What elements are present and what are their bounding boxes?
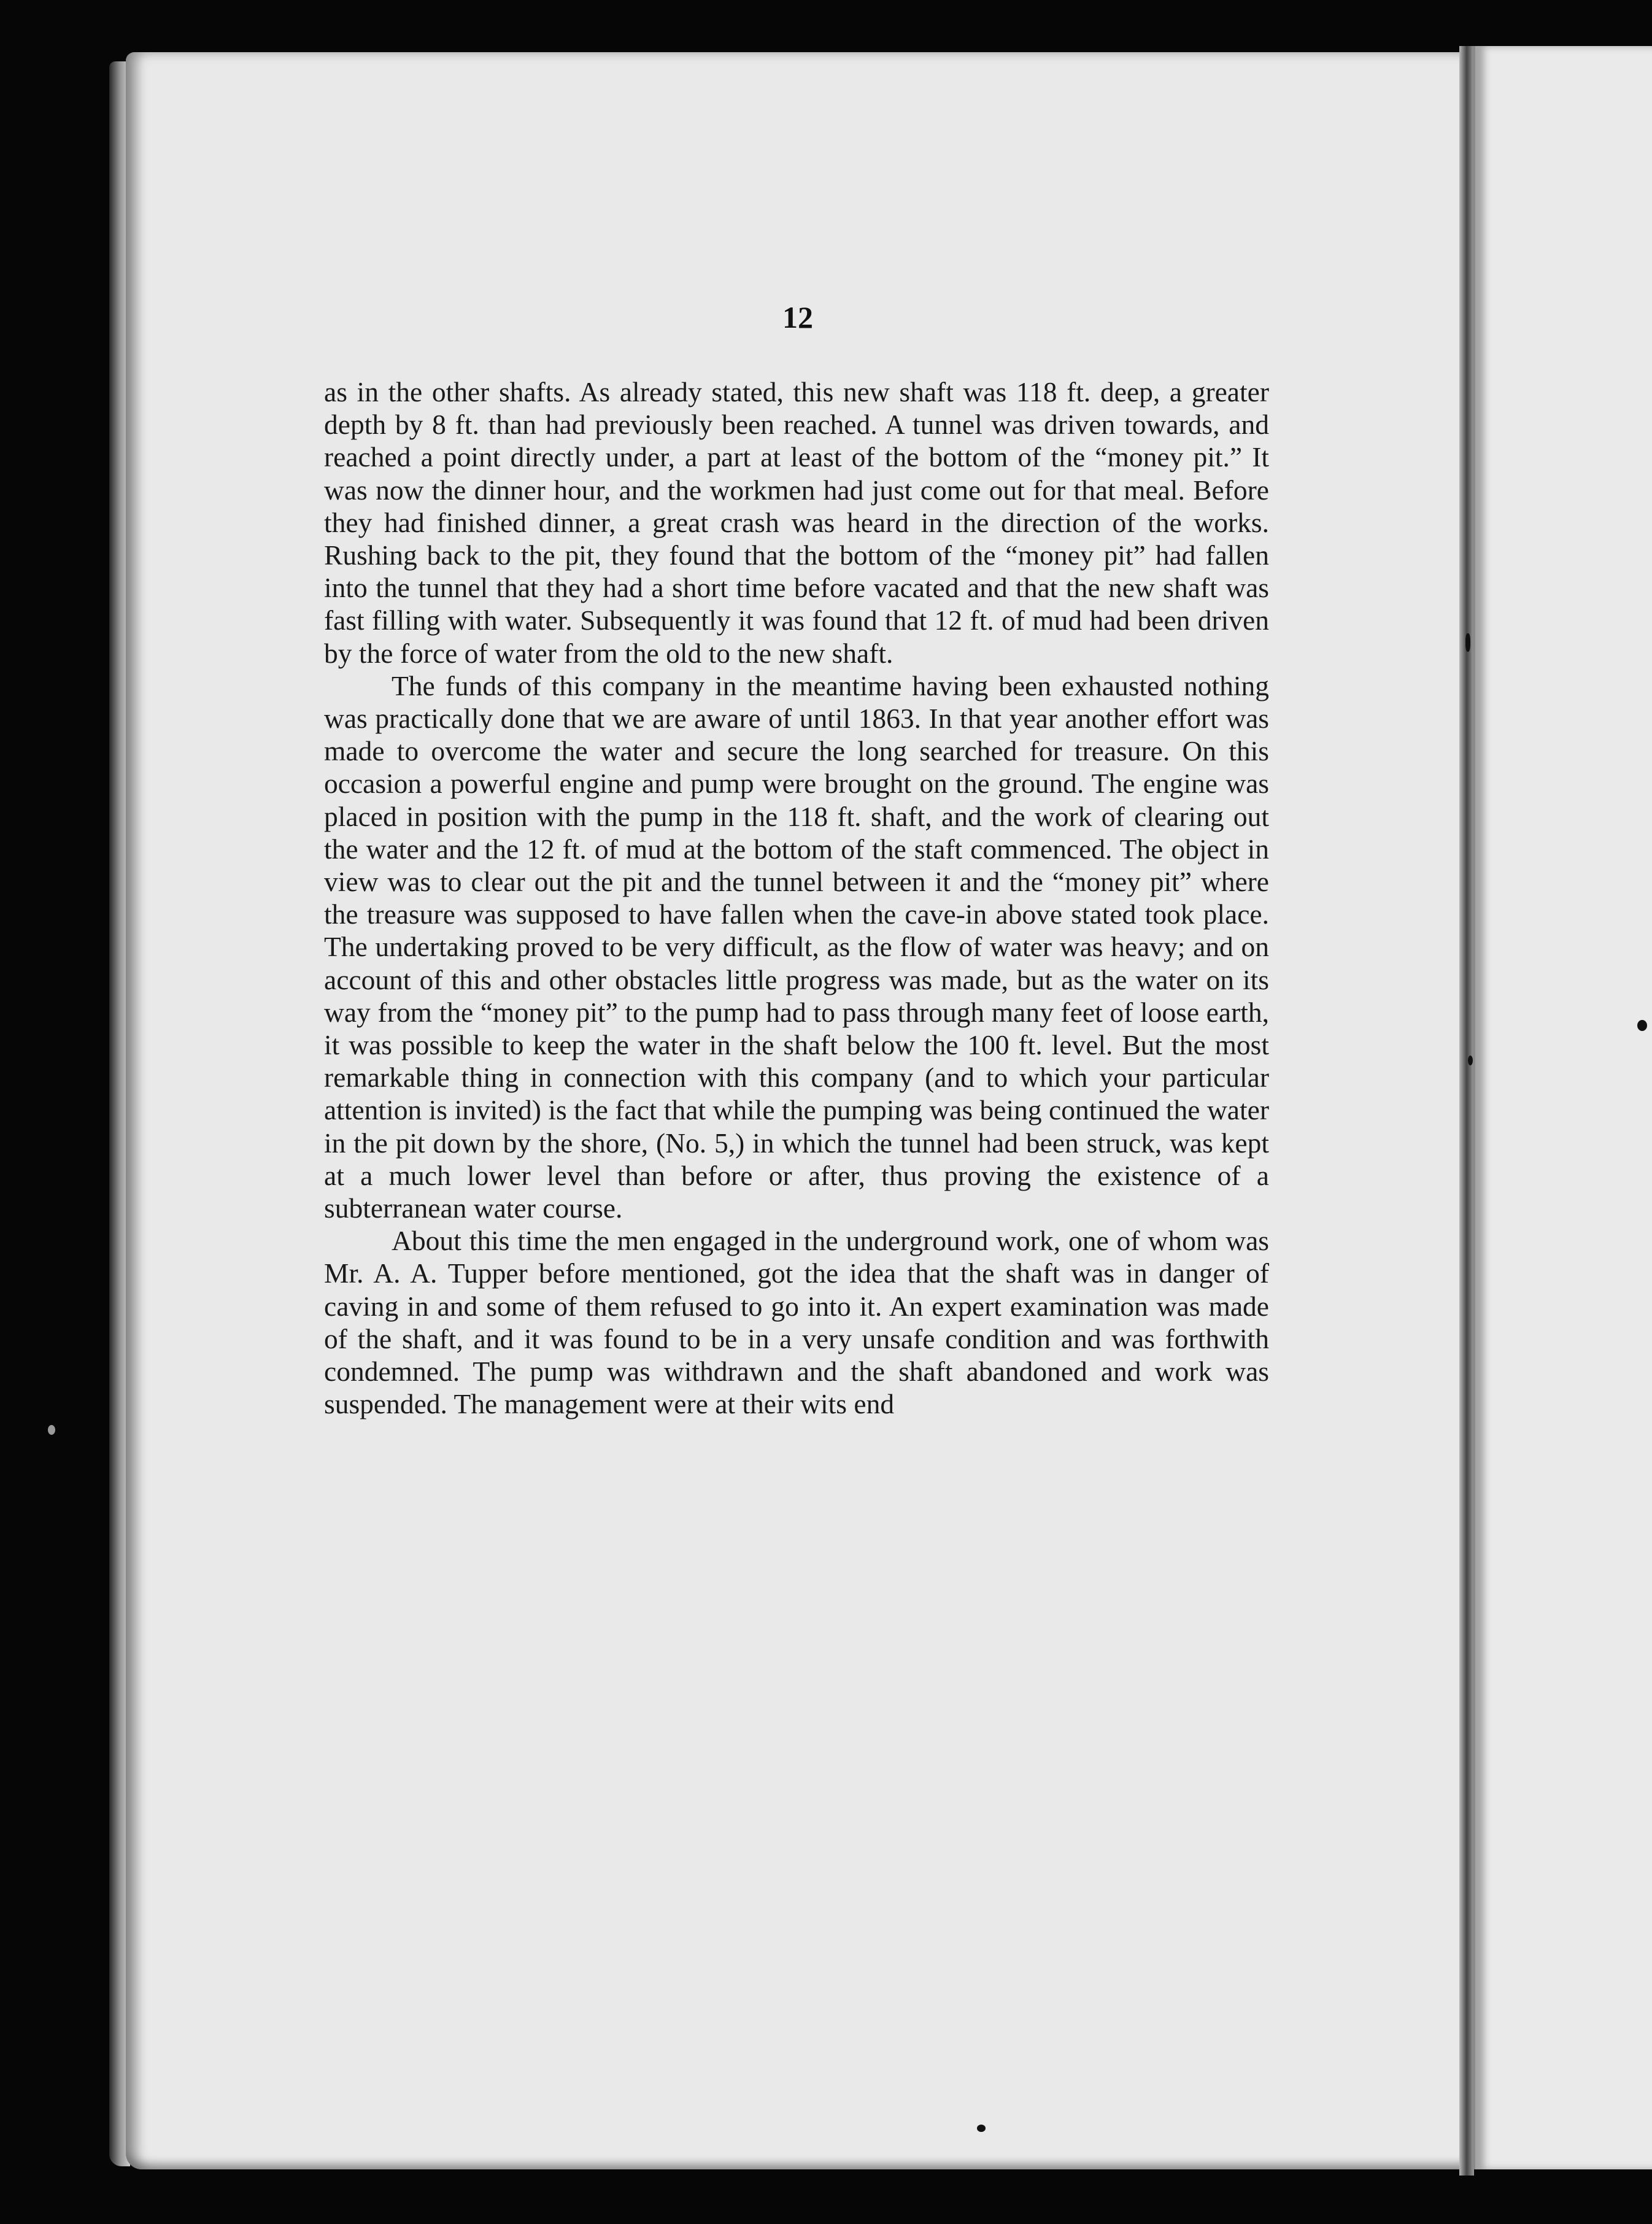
scan-speck (1468, 1056, 1473, 1065)
scan-speck (1465, 633, 1470, 652)
paragraph-2: The funds of this company in the meantime having been exhausted nothing was practically done that we are aware of until 1863. In that year another effort was made to overcome the water and secure the long searched for treasure. On this occasion a powerful engine and pump were brought on the ground. The engine was placed in position with the pump in the 118 ft. shaft, and the work of clearing out the water and the 12 ft. of mud at the bottom of the staft commenced. The object in view was to clear out the pit and the tunnel between it and the “money pit” where the treasure was supposed to have fallen when the cave-in above stated took place. The undertaking proved to be very difficult, as the flow of water was heavy; and on account of this and other obstacles little progress was made, but as the water on its way from the “money pit” to the pump had to pass through many feet of loose earth, it was possible to keep the water in the shaft below the 100 ft. level. But the most remarkable thing in connection with this company (and to which your particular attention is invited) is the fact that while the pumping was being continued the water in the pit down by the shore, (No. 5,) in which the tunnel had been struck, was kept at a much lower level than before or after, thus proving the existence of a subterranean water course. (324, 670, 1269, 1224)
right-page (1472, 46, 1652, 2169)
page-number: 12 (782, 300, 813, 334)
scan-speck (977, 2125, 986, 2132)
paragraph-1: as in the other shafts. As already stated, this new shaft was 118 ft. deep, a greater depth by 8 ft. than had previously been reached. A tunnel was driven towards, and reached a point directly under, a part at least of the bottom of the “money pit.” It was now the dinner hour, and the workmen had just come out for that meal. Before they had finished dinner, a great crash was heard in the direction of the works. Rushing back to the pit, they found that the bottom of the “money pit” had fallen into the tunnel that they had a short time before vacated and that the new shaft was fast filling with water. Subsequently it was found that 12 ft. of mud had been driven by the force of water from the old to the new shaft. (324, 376, 1269, 669)
scan-speck (48, 1425, 55, 1435)
scan-speck (1637, 1020, 1647, 1031)
paragraph-3: About this time the men engaged in the underground work, one of whom was Mr. A. A. Tupper before mentioned, got the idea that the shaft was in danger of caving in and some of them refused to go into it. An expert examination was made of the shaft, and it was found to be in a very unsafe condition and was forthwith condemned. The pump was withdrawn and the shaft abandoned and work was suspended. The management were at their wits end (324, 1225, 1269, 1420)
page-body (324, 376, 1269, 1421)
